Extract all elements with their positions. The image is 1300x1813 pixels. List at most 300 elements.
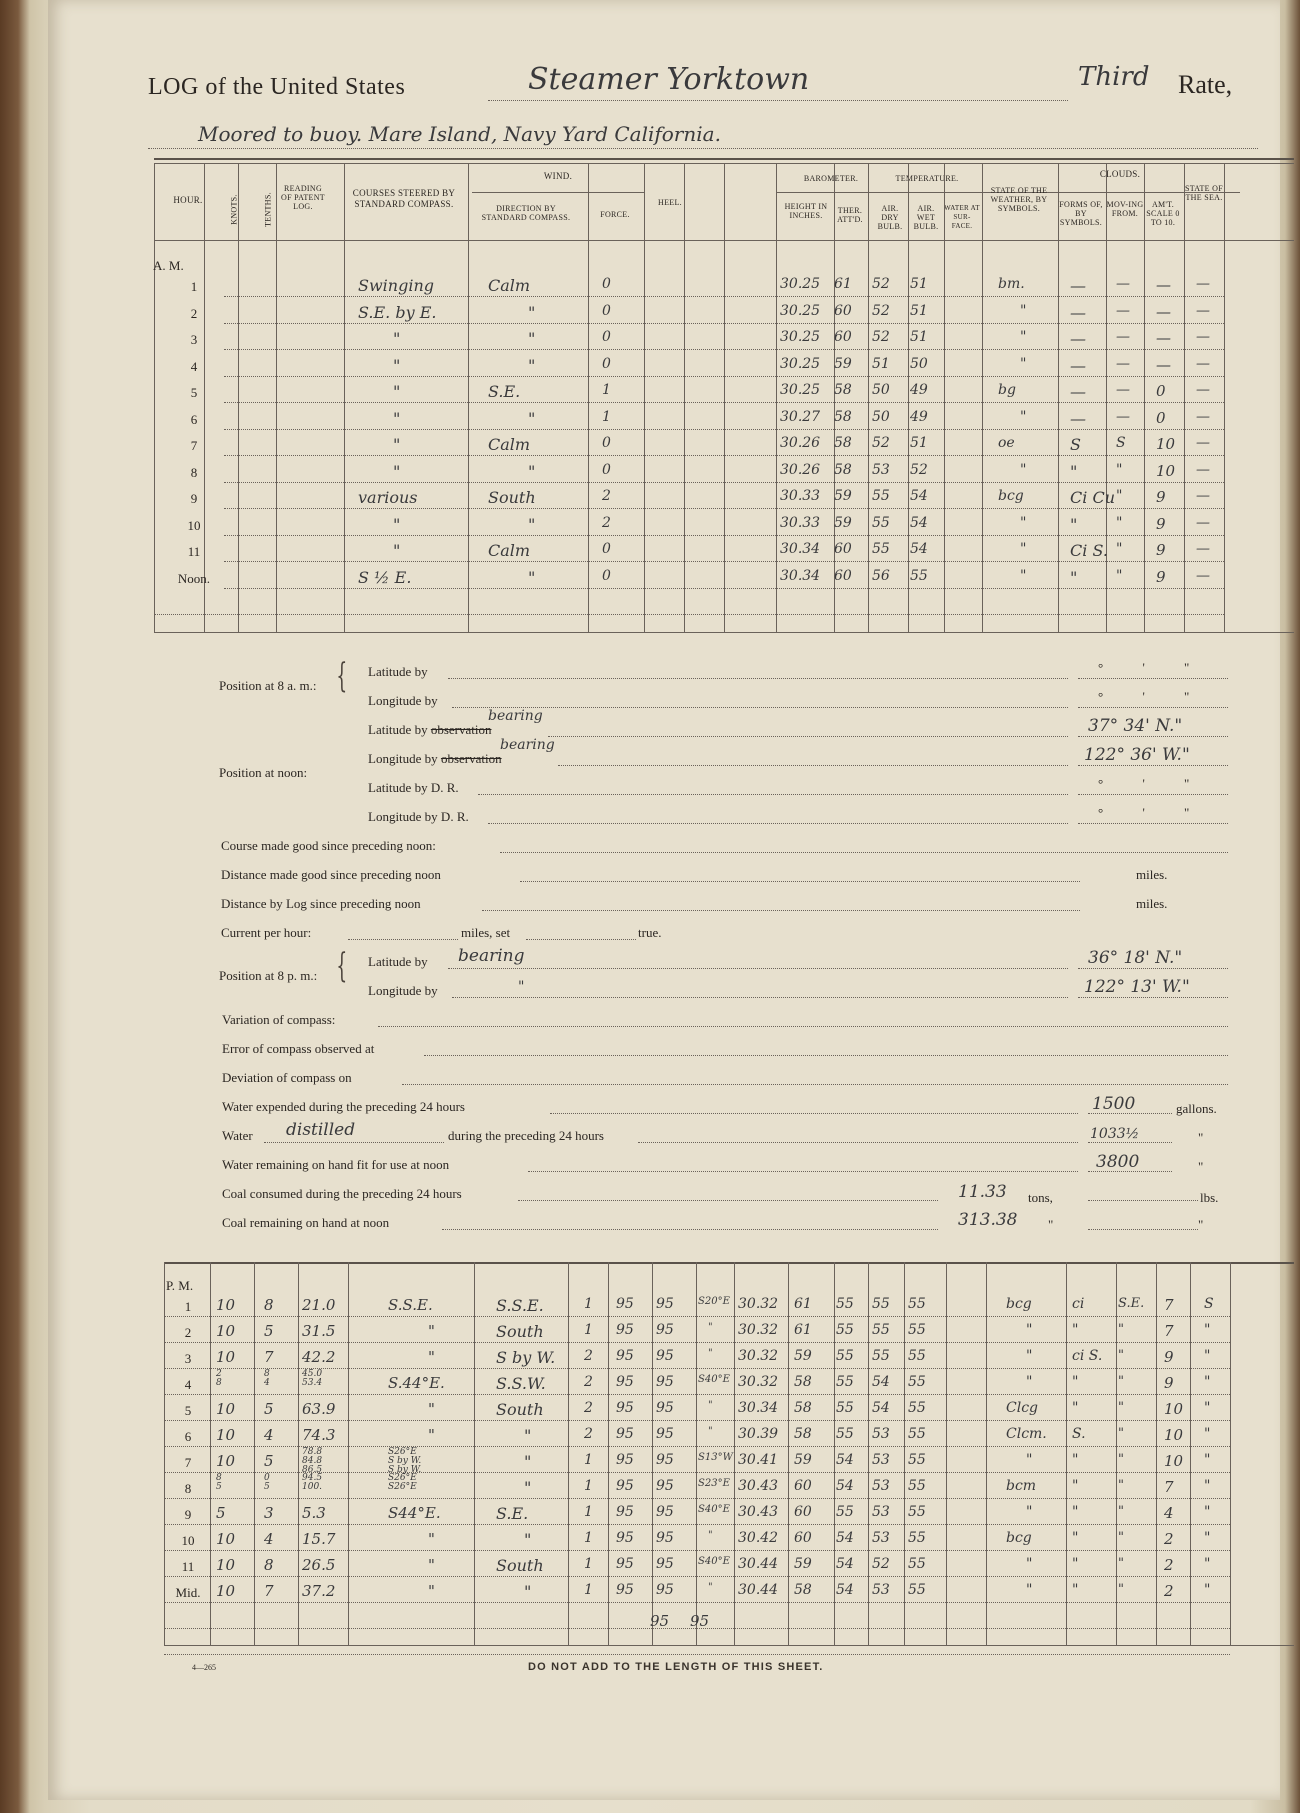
pm-wind: South xyxy=(496,1556,544,1575)
pm-row-rule xyxy=(164,1368,1230,1369)
am-force: 0 xyxy=(602,462,611,478)
dotline xyxy=(1078,707,1228,708)
dotline xyxy=(488,823,1068,824)
am-hour-label: 1 xyxy=(190,279,198,294)
pm-hour-label: 7 xyxy=(184,1455,192,1470)
pm-patent-log: 26.5 xyxy=(302,1556,336,1574)
pm-dry: 55 xyxy=(836,1374,854,1390)
noon-long-label: Longitude by observation xyxy=(368,751,502,766)
am-column-rule xyxy=(944,163,945,633)
dotline xyxy=(638,1142,1078,1143)
lbs-label: lbs. xyxy=(1200,1190,1219,1205)
dist-log-label: Distance by Log since preceding noon xyxy=(221,896,421,911)
pm-column-rule xyxy=(652,1262,653,1646)
pm-heel-2: 95 xyxy=(656,1478,674,1494)
am-row-rule xyxy=(224,561,1224,562)
water-exp-value: 1500 xyxy=(1092,1094,1136,1114)
am-weather: bg xyxy=(998,382,1016,398)
dist-good-label: Distance made good since preceding noon xyxy=(221,867,441,882)
am-force: 0 xyxy=(602,568,611,584)
am-wet: 51 xyxy=(910,435,928,451)
pm-course: " xyxy=(428,1348,435,1366)
noon-long-dr-label: Longitude by D. R. xyxy=(368,809,469,824)
am-course: " xyxy=(393,329,401,348)
pm-tenths: 7 xyxy=(264,1348,274,1366)
pm-row-rule xyxy=(164,1446,1230,1447)
dotline xyxy=(482,910,1080,911)
pm-patent-log: 42.2 xyxy=(302,1348,336,1366)
pm-dry: 54 xyxy=(836,1530,854,1546)
pm-course-line: S26°E xyxy=(388,1482,417,1492)
pm-att: 58 xyxy=(794,1374,812,1390)
pm-cloud-form: " xyxy=(1072,1504,1079,1520)
pm-heel-1: 95 xyxy=(616,1348,634,1364)
error-label: Error of compass observed at xyxy=(222,1041,375,1056)
pm-column-rule xyxy=(474,1262,475,1646)
am-course: " xyxy=(393,382,401,401)
pm-cloud-form: S. xyxy=(1072,1426,1086,1442)
am-row-rule xyxy=(224,588,1224,589)
col-water-surface: WATER AT SUR-FACE. xyxy=(944,204,980,230)
pm-tenths-line: 5 xyxy=(264,1482,270,1492)
pm-knots: 10 xyxy=(216,1322,236,1340)
pm-heel-2: 95 xyxy=(656,1374,674,1390)
dotline xyxy=(452,707,1068,708)
am-row-rule xyxy=(224,535,1224,536)
pm-heel-2: 95 xyxy=(656,1530,674,1546)
am-cloud-form: Ci S. xyxy=(1070,541,1108,560)
am-att-dry: 58 xyxy=(834,382,852,398)
am-cloud-moving: — xyxy=(1116,409,1130,425)
dotline xyxy=(520,881,1080,882)
am-column-rule xyxy=(588,163,589,633)
pm-patent-log: 21.0 xyxy=(302,1296,336,1314)
am-att-dry: 60 xyxy=(834,541,852,557)
am-barometer: 30.34 xyxy=(780,568,821,584)
col-weather: STATE OF THE WEATHER, BY SYMBOLS. xyxy=(990,186,1048,213)
ditto-mark: " xyxy=(1198,1217,1204,1232)
pos-8pm-long-label: Longitude by xyxy=(368,983,438,998)
pm-course xyxy=(388,1448,421,1475)
form-number: 4—265 xyxy=(192,1663,216,1672)
pm-column-rule xyxy=(254,1262,255,1646)
pos-8pm-lat-by: bearing xyxy=(458,946,525,966)
pos-8am-long-deg: ° ' " xyxy=(1098,689,1208,704)
pm-course: S.S.E. xyxy=(388,1296,433,1314)
am-sea: — xyxy=(1196,488,1210,504)
table-top-rule xyxy=(154,158,1294,160)
dotline xyxy=(402,1084,1228,1085)
pos-8pm-label: Position at 8 p. m.: xyxy=(219,968,318,983)
pm-sea: " xyxy=(1204,1374,1211,1390)
coal-rem-value: 313.38 xyxy=(958,1210,1018,1230)
am-dry: 50 xyxy=(872,409,890,425)
am-hour-label: 4 xyxy=(190,359,198,374)
pm-cloud-form: " xyxy=(1072,1478,1079,1494)
am-wet: 49 xyxy=(910,382,928,398)
am-wind: " xyxy=(528,568,536,587)
pm-patent-log xyxy=(302,1370,322,1388)
am-barometer: 30.26 xyxy=(780,462,821,478)
pm-att: 61 xyxy=(794,1322,812,1338)
am-force: 0 xyxy=(602,435,611,451)
am-wind: Calm xyxy=(488,276,531,295)
am-row-rule xyxy=(224,429,1224,430)
dotline xyxy=(528,1171,1078,1172)
pm-column-rule xyxy=(568,1262,569,1646)
pm-knots: 10 xyxy=(216,1400,236,1418)
am-wet: 51 xyxy=(910,303,928,319)
am-cloud-form: — xyxy=(1070,382,1086,401)
am-hour-label: 5 xyxy=(190,385,198,400)
pm-heel-1: 95 xyxy=(616,1426,634,1442)
am-column-rule xyxy=(468,163,469,633)
am-hour-label: 7 xyxy=(190,438,198,453)
pm-cloud-form: " xyxy=(1072,1556,1079,1572)
water-distilled: distilled xyxy=(286,1120,356,1140)
pm-hour-label: 10 xyxy=(181,1533,195,1548)
am-column-rule xyxy=(724,163,725,633)
pm-row-rule xyxy=(164,1472,1230,1473)
pm-force: 1 xyxy=(584,1530,593,1546)
am-row-rule xyxy=(224,296,1224,297)
pm-row-rule xyxy=(164,1394,1230,1395)
am-weather: " xyxy=(1020,356,1027,372)
am-barometer: 30.25 xyxy=(780,356,821,372)
pm-column-rule xyxy=(1116,1262,1117,1646)
dotline xyxy=(1078,736,1228,737)
am-column-rule xyxy=(908,163,909,633)
pm-hour-label: 9 xyxy=(184,1507,192,1522)
am-course: S ½ E. xyxy=(358,568,412,587)
dotline xyxy=(500,852,1228,853)
pm-cloud-form: ci S. xyxy=(1072,1348,1103,1364)
pm-extra-h1: 95 xyxy=(650,1612,670,1630)
pm-barometer: 30.32 xyxy=(738,1296,779,1312)
am-wind: South xyxy=(488,488,536,507)
pm-knots-line: 8 xyxy=(216,1378,222,1388)
am-cloud-amount: 0 xyxy=(1156,409,1166,427)
am-cloud-amount: — xyxy=(1156,329,1171,347)
am-dry: 53 xyxy=(872,462,890,478)
pm-knots-line: 2 xyxy=(216,1369,222,1379)
pm-heel-2: 95 xyxy=(656,1426,674,1442)
col-wind: WIND. xyxy=(543,171,573,181)
pm-heel-course: " xyxy=(708,1530,713,1541)
pm-heel-2: 95 xyxy=(656,1504,674,1520)
pos-8pm-lat-label: Latitude by xyxy=(368,954,428,969)
am-sea: — xyxy=(1196,329,1210,345)
pm-sea: " xyxy=(1204,1478,1211,1494)
pm-cloud-amount: 9 xyxy=(1164,1348,1174,1366)
pm-patent-log: 5.3 xyxy=(302,1504,326,1522)
pm-heel-2: 95 xyxy=(656,1322,674,1338)
am-column-rule xyxy=(684,163,685,633)
length-notice: DO NOT ADD TO THE LENGTH OF THIS SHEET. xyxy=(528,1661,824,1673)
am-cloud-form: S xyxy=(1070,435,1081,454)
pm-heel-2: 95 xyxy=(656,1400,674,1416)
am-wind: " xyxy=(528,303,536,322)
am-cloud-moving: " xyxy=(1116,568,1123,584)
pm-force: 2 xyxy=(584,1348,593,1364)
am-barometer: 30.25 xyxy=(780,303,821,319)
current-true: true. xyxy=(638,925,662,940)
ditto-mark: " xyxy=(1048,1217,1054,1232)
am-hour-label: Noon. xyxy=(177,571,211,586)
dotline xyxy=(1088,1171,1172,1172)
pm-column-rule xyxy=(298,1262,299,1646)
am-cloud-amount: 9 xyxy=(1156,568,1166,586)
location-text: Moored to buoy. Mare Island, Navy Yard California. xyxy=(198,122,721,146)
dotline xyxy=(348,939,458,940)
pm-tenths: 4 xyxy=(264,1426,274,1444)
pm-dry: 55 xyxy=(836,1296,854,1312)
am-att-dry: 58 xyxy=(834,462,852,478)
am-dry: 55 xyxy=(872,515,890,531)
pm-dry: 54 xyxy=(836,1478,854,1494)
am-dry: 51 xyxy=(872,356,890,372)
course-good-label: Course made good since preceding noon: xyxy=(221,838,436,853)
struck-obs: observation xyxy=(440,751,502,766)
pm-course: S44°E. xyxy=(388,1504,441,1522)
pm-sea: S xyxy=(1204,1296,1214,1312)
pm-cloud-moving: " xyxy=(1118,1504,1124,1519)
pm-hour-label: 8 xyxy=(184,1481,192,1496)
am-course: " xyxy=(393,356,401,375)
pm-patent-log: 74.3 xyxy=(302,1426,336,1444)
pm-barometer: 30.41 xyxy=(738,1452,779,1468)
pm-cloud-moving: " xyxy=(1118,1322,1124,1337)
pm-water: 55 xyxy=(908,1426,926,1442)
pm-dry: 54 xyxy=(836,1452,854,1468)
pos-8am-label: Position at 8 a. m.: xyxy=(219,678,317,693)
col-temperature: TEMPERATURE. xyxy=(895,174,959,183)
noon-lat-dr-label: Latitude by D. R. xyxy=(368,780,459,795)
pm-force: 1 xyxy=(584,1322,593,1338)
am-att-dry: 59 xyxy=(834,515,852,531)
am-weather: " xyxy=(1020,329,1027,345)
current-miles-set: miles, set xyxy=(461,925,511,940)
pm-barometer: 30.34 xyxy=(738,1400,779,1416)
pm-cloud-amount: 10 xyxy=(1164,1452,1184,1470)
pm-weather: " xyxy=(1026,1348,1033,1364)
am-weather: " xyxy=(1020,541,1027,557)
am-column-rule xyxy=(644,163,645,633)
col-cloud-amount: AM'T. SCALE 0 TO 10. xyxy=(1146,200,1180,227)
water-exp-label: Water expended during the preceding 24 hours xyxy=(222,1099,465,1114)
am-dry: 52 xyxy=(872,303,890,319)
am-cloud-amount: 0 xyxy=(1156,382,1166,400)
water-distilled-value: 1033½ xyxy=(1090,1126,1140,1142)
pm-row-rule xyxy=(164,1316,1230,1317)
pm-force: 1 xyxy=(584,1556,593,1572)
pm-extra-h2: 95 xyxy=(690,1612,710,1630)
pm-tenths: 3 xyxy=(264,1504,274,1522)
am-hour-label: 2 xyxy=(190,306,198,321)
am-column-rule xyxy=(868,163,869,633)
am-weather: " xyxy=(1020,515,1027,531)
pm-cloud-form: " xyxy=(1072,1582,1079,1598)
pm-cloud-moving: " xyxy=(1118,1400,1124,1415)
am-row-rule xyxy=(224,455,1224,456)
am-weather: " xyxy=(1020,568,1027,584)
pm-cloud-amount: 7 xyxy=(1164,1478,1174,1496)
title-prefix: LOG of the United States xyxy=(148,74,406,100)
dotline xyxy=(1088,1229,1198,1230)
pm-knots: 5 xyxy=(216,1504,226,1522)
pm-barometer: 30.32 xyxy=(738,1374,779,1390)
pm-barometer: 30.39 xyxy=(738,1426,779,1442)
noon-lat-label: Latitude by observation xyxy=(368,722,492,737)
pm-column-rule xyxy=(1230,1262,1231,1646)
coal-cons-value: 11.33 xyxy=(958,1182,1007,1202)
pm-row-rule xyxy=(164,1602,1230,1603)
pm-force: 1 xyxy=(584,1504,593,1520)
pm-knots: 10 xyxy=(216,1556,236,1574)
am-cloud-amount: 9 xyxy=(1156,541,1166,559)
am-dry: 55 xyxy=(872,541,890,557)
pm-tenths: 4 xyxy=(264,1530,274,1548)
location-dotline xyxy=(148,148,1258,149)
pm-tenths: 7 xyxy=(264,1582,274,1600)
pm-column-rule xyxy=(348,1262,349,1646)
deviation-label: Deviation of compass on xyxy=(222,1070,352,1085)
pm-knots: 10 xyxy=(216,1296,236,1314)
pm-heel-course: S23°E xyxy=(698,1478,730,1489)
pm-wet: 55 xyxy=(872,1348,890,1364)
pm-water: 55 xyxy=(908,1452,926,1468)
am-force: 0 xyxy=(602,329,611,345)
pm-water: 55 xyxy=(908,1478,926,1494)
pm-att: 58 xyxy=(794,1400,812,1416)
am-sea: — xyxy=(1196,356,1210,372)
am-cloud-amount: — xyxy=(1156,276,1171,294)
pm-sea: " xyxy=(1204,1504,1211,1520)
water-rem-label: Water remaining on hand fit for use at noon xyxy=(222,1157,450,1172)
am-wind: " xyxy=(528,462,536,481)
pm-patent-log xyxy=(302,1474,322,1492)
dist-log-miles: miles. xyxy=(1136,896,1168,911)
col-air-dry: AIR. DRY BULB. xyxy=(877,204,903,231)
pm-tenths: 5 xyxy=(264,1400,274,1418)
dotline xyxy=(1088,1142,1172,1143)
col-barometer: BAROMETER. xyxy=(803,174,859,183)
pm-hour-label: 5 xyxy=(184,1403,192,1418)
pm-wind: " xyxy=(524,1530,532,1549)
pm-cloud-amount: 2 xyxy=(1164,1530,1174,1548)
pos-8am-long-label: Longitude by xyxy=(368,693,438,708)
pm-force: 2 xyxy=(584,1426,593,1442)
am-dry: 56 xyxy=(872,568,890,584)
am-sea: — xyxy=(1196,568,1210,584)
pm-hour-label: Mid. xyxy=(175,1585,201,1600)
pm-sea: " xyxy=(1204,1322,1211,1338)
pm-wet: 52 xyxy=(872,1556,890,1572)
pm-course-line: S26°E xyxy=(388,1473,417,1483)
pm-wet: 55 xyxy=(872,1322,890,1338)
am-force: 0 xyxy=(602,541,611,557)
am-wet: 54 xyxy=(910,541,928,557)
am-weather: oe xyxy=(998,435,1015,451)
noon-long-bearing: bearing xyxy=(500,737,555,753)
am-cloud-amount: 9 xyxy=(1156,488,1166,506)
pm-wind: S.S.E. xyxy=(496,1296,544,1315)
dotline xyxy=(452,997,1068,998)
pm-att: 59 xyxy=(794,1452,812,1468)
pm-cloud-moving: " xyxy=(1118,1530,1124,1545)
am-force: 0 xyxy=(602,356,611,372)
am-sea: — xyxy=(1196,276,1210,292)
pm-cloud-amount: 10 xyxy=(1164,1400,1184,1418)
pm-water: 55 xyxy=(908,1582,926,1598)
coal-cons-label: Coal consumed during the preceding 24 hours xyxy=(222,1186,462,1201)
pm-knots: 10 xyxy=(216,1530,236,1548)
pm-patent-log: 15.7 xyxy=(302,1530,336,1548)
pm-cloud-moving: " xyxy=(1118,1556,1124,1571)
pm-heel-course: " xyxy=(708,1426,713,1437)
pm-hour-label: 3 xyxy=(184,1351,192,1366)
am-row-rule xyxy=(224,323,1224,324)
pm-heel-1: 95 xyxy=(616,1400,634,1416)
pm-course: " xyxy=(428,1556,435,1574)
pm-water: 55 xyxy=(908,1530,926,1546)
dotline xyxy=(478,794,1068,795)
am-dry: 50 xyxy=(872,382,890,398)
pm-heel-course: S40°E xyxy=(698,1556,730,1567)
pm-weather: " xyxy=(1026,1452,1033,1468)
pm-heel-course: S40°E xyxy=(698,1504,730,1515)
am-att-dry: 60 xyxy=(834,568,852,584)
dotline xyxy=(448,678,1068,679)
col-wind-force: FORCE. xyxy=(600,210,630,219)
col-cloud-moving: MOV-ING FROM. xyxy=(1106,200,1144,218)
am-weather: " xyxy=(1020,462,1027,478)
col-bar-height: HEIGHT IN INCHES. xyxy=(784,202,828,220)
pm-heel-course: " xyxy=(708,1582,713,1593)
pm-cloud-form: ci xyxy=(1072,1296,1085,1312)
pm-dry: 54 xyxy=(836,1582,854,1598)
pm-row-rule xyxy=(164,1524,1230,1525)
am-course: " xyxy=(393,409,401,428)
am-column-rule xyxy=(1106,163,1107,633)
am-column-rule xyxy=(1058,163,1059,633)
am-wind: " xyxy=(528,515,536,534)
pm-cloud-moving: S.E. xyxy=(1118,1296,1145,1311)
am-force: 2 xyxy=(602,515,611,531)
am-force: 0 xyxy=(602,276,611,292)
dotline xyxy=(518,1200,938,1201)
am-att-dry: 59 xyxy=(834,356,852,372)
pm-sea: " xyxy=(1204,1400,1211,1416)
pm-sea: " xyxy=(1204,1348,1211,1364)
am-cloud-form: — xyxy=(1070,356,1086,375)
am-cloud-form: — xyxy=(1070,409,1086,428)
am-wet: 51 xyxy=(910,276,928,292)
pm-cloud-moving: " xyxy=(1118,1374,1124,1389)
am-wet: 51 xyxy=(910,329,928,345)
dotline xyxy=(1078,765,1228,766)
pm-water: 55 xyxy=(908,1504,926,1520)
noon-long-value: 122° 36' W." xyxy=(1084,745,1190,765)
am-weather: " xyxy=(1020,409,1027,425)
dotline xyxy=(442,1229,938,1230)
pm-heel-course: S20°E xyxy=(698,1296,730,1307)
am-wind: " xyxy=(528,409,536,428)
am-cloud-moving: " xyxy=(1116,488,1123,504)
pm-heel-course: " xyxy=(708,1322,713,1333)
brace-8am: { xyxy=(336,656,348,696)
am-cloud-form: — xyxy=(1070,276,1086,295)
